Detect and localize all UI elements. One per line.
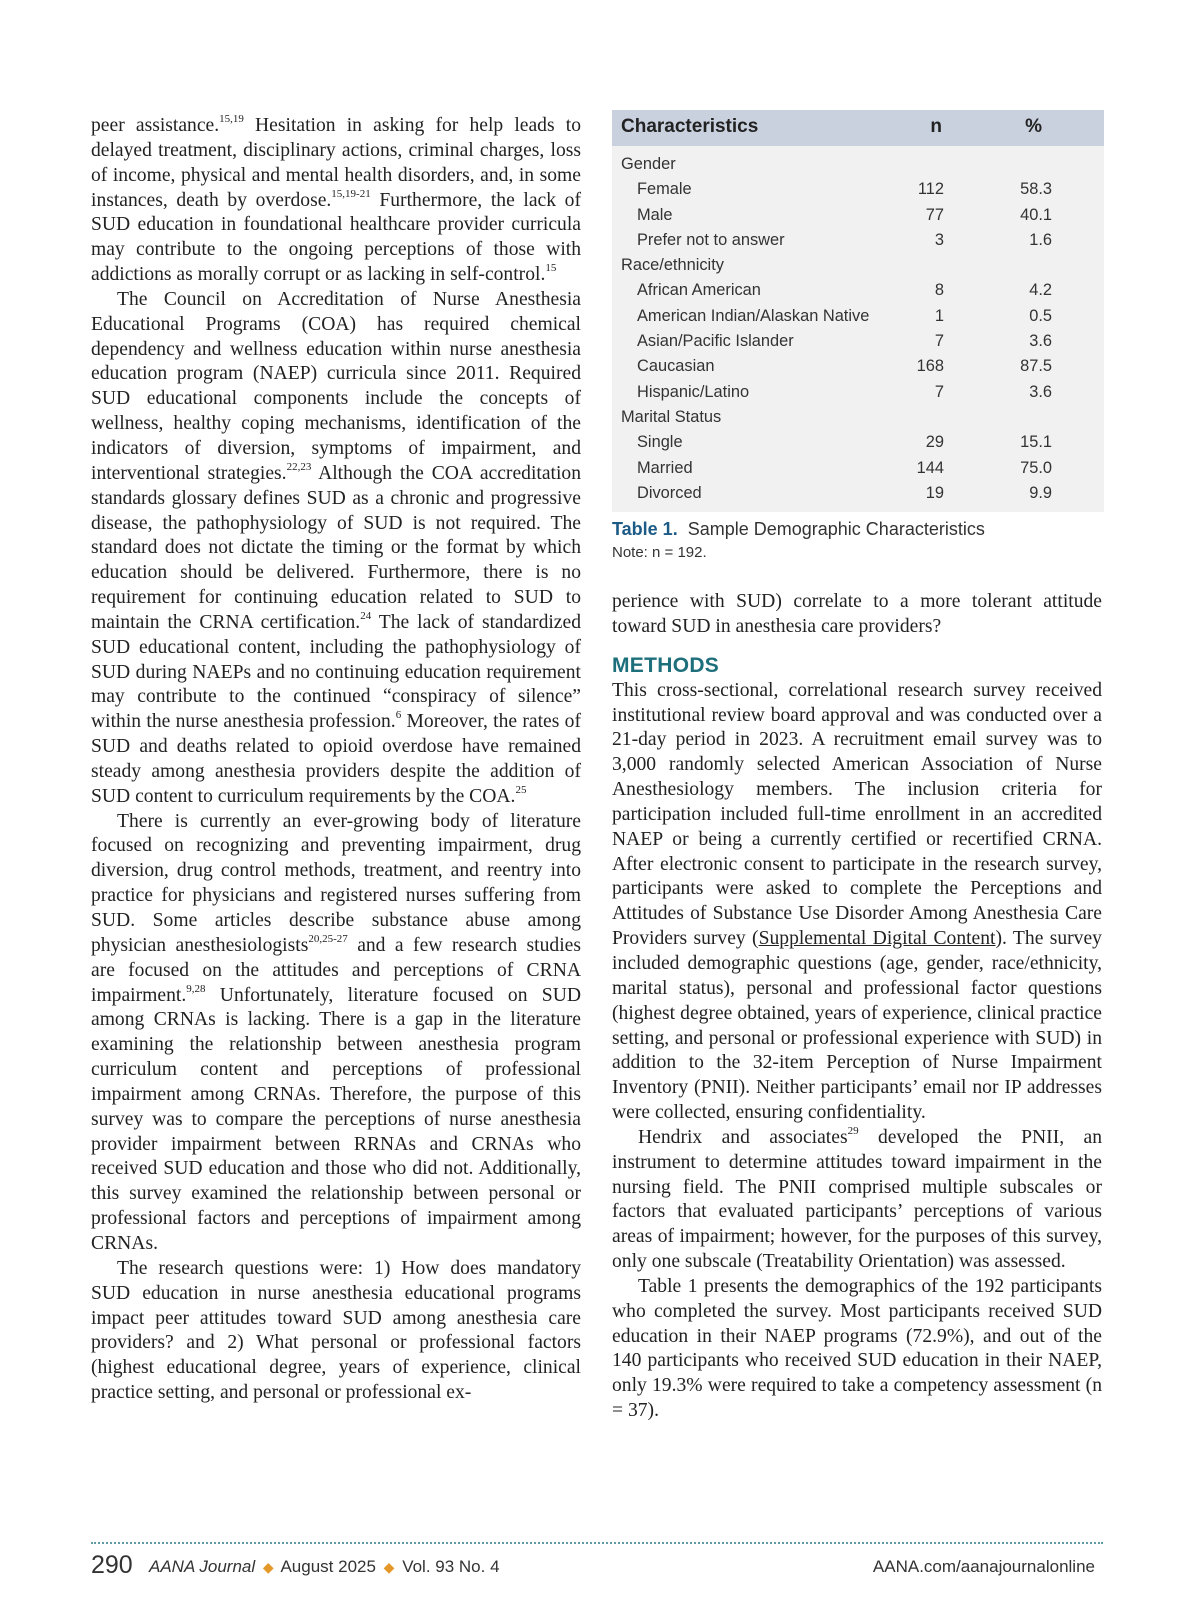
table-row: Female 112 58.3 <box>637 180 1052 199</box>
volume: Vol. 93 No. 4 <box>402 1557 500 1576</box>
journal-url[interactable]: AANA.com/aanajournalonline <box>872 1557 1095 1576</box>
table-group-title: Race/ethnicity <box>621 256 724 275</box>
paragraph: peer assistance.$^{15,19}$ Hesitation in asking for help leads to delayed treatment, disciplinary actions, criminal charges, loss of income, physical and mental health disorders, and, in some instances, death by overdose.$^{15,19-21}$ Furthermore, the lack of SUD education in foundational healthcare provider curricula may contribute to the ongoing perceptions of those with addictions as morally corrupt or as lacking in self-control.$^{15}$ <box>91 113 581 286</box>
table-row: American Indian/Alaskan Native 1 0.5 <box>637 306 1052 325</box>
table-row: Male 77 40.1 <box>637 205 1052 224</box>
issue-date: August 2025 <box>280 1557 376 1576</box>
caption-text: Sample Demographic Characteristics <box>687 519 985 539</box>
table-header <box>612 110 1104 146</box>
diamond-icon: ◆ <box>383 1559 395 1575</box>
supplemental-content-link[interactable]: Supplemental Digital Content <box>758 928 996 950</box>
citation: 20,25-27 <box>308 932 348 945</box>
methods-heading: METHODS <box>612 653 720 677</box>
demographics-table <box>612 110 1104 512</box>
diamond-icon: ◆ <box>262 1559 274 1575</box>
journal-name: AANA Journal <box>149 1557 256 1576</box>
table-row: Divorced 19 9.9 <box>637 483 1052 502</box>
citation: 22,23 <box>286 460 312 473</box>
citation: 15,19-21 <box>331 187 371 200</box>
header-n: n <box>930 116 942 137</box>
citation: 29 <box>847 1124 859 1137</box>
paragraph: perience with SUD) correlate to a more tolerant attitude toward SUD in anesthesia care providers? <box>612 591 1102 637</box>
paragraph: The Council on Accreditation of Nurse Anesthesia Educational Programs (COA) has required chemical dependency and wellness education within nurse anesthesia education program (NAEP) curricula since 2011. Required SUD educational components include the concepts of wellness, healthy coping mechanisms, identification of the indicators of diversion, symptoms of impairment, and interventional strategies.$^{22,23}$ Although the COA accreditation standards glossary defines SUD as a chronic and progressive disease, the pathophysiology of SUD is not required. The standard does not dictate the timing or the format by which education should be delivered. Furthermore, there is no requirement for continuing education related to SUD to maintain the CRNA certification.$^{24}$ The lack of standardized SUD educational content, including the pathophysiology of SUD during NAEPs and no continuing education requirement may contribute to the continued “conspiracy of silence” within the nurse anesthesia profession.$^6$ Moreover, the rates of SUD and deaths related to opioid overdose have remained steady among anesthesia providers despite the addition of SUD content to curriculum requirements by the COA.$^{25}$ <box>91 288 582 807</box>
footer-divider <box>91 1542 1103 1544</box>
table-row: Caucasian 168 87.5 <box>637 357 1052 376</box>
paragraph: There is currently an ever-growing body of literature focused on recognizing and preventing impairment, drug diversion, drug control methods, treatment, and reentry into practice for physicians and registered nurses suffering from SUD. Some articles describe substance abuse among physician anesthesiologists$^{20,25-27}$ and a few research studies are focused on the attitudes and perceptions of CRNA impairment.$^{9,28}$ Unfortunately, literature focused on SUD among CRNAs is lacking. There is a gap in the literature examining the relationship between anesthesia program curriculum content and perceptions of professional impairment among CRNAs. Therefore, the purpose of this survey was to compare the perceptions of nurse anesthesia provider impairment between RRNAs and CRNAs who received SUD education and those who did not. Additionally, this survey examined the relationship between personal or professional factors and perceptions of impairment among CRNAs. <box>91 810 581 1254</box>
journal-info <box>149 1557 500 1577</box>
table-group-title: Marital Status <box>621 407 722 426</box>
caption-label: Table 1. <box>612 519 678 539</box>
citation: 9,28 <box>186 982 206 995</box>
paragraph: This cross-sectional, correlational research survey received institutional review board approval and was conducted over a 21-day period in 2023. A recruitment email survey was to 3,000 randomly selected American Association of Nurse Anesthesiology members. The inclusion criteria for participation included full-time enrollment in an accredited NAEP or being a currently certified or recertified CRNA. After electronic consent to participate in the research survey, participants were asked to complete the Perceptions and Attitudes of Substance Use Disorder Among Anesthesia Care Providers survey (Supplemental Digital Content). The survey included demographic questions (age, gender, race/ethnicity, marital status), personal and professional factor questions (highest degree obtained, years of experience, clinical practice setting, and personal or professional experience with SUD) in addition to the 32-item Perception of Nurse Impairment Inventory (PNII). Neither participants’ email nor IP addresses were collected, ensuring confidentiality. <box>612 679 1102 1124</box>
table-row: Single 29 15.1 <box>637 433 1052 452</box>
citation: 15,19 <box>219 113 244 125</box>
right-column <box>612 590 1102 1424</box>
table-group-title: Gender <box>621 155 676 173</box>
header-percent: % <box>1025 116 1042 137</box>
paragraph: Table 1 presents the demographics of the 192 participants who completed the survey. Most participants received SUD education in their NAEP programs (72.9%), and out of the 140 participants who received SUD education in their NAEP, only 19.3% were required to take a competency assessment (n = 37). <box>612 1275 1102 1422</box>
citation: 6 <box>395 709 402 722</box>
table-row: Married 144 75.0 <box>637 458 1052 477</box>
table-note: Note: n = 192. <box>612 544 707 561</box>
citation: 24 <box>360 609 372 622</box>
table-caption <box>612 517 1104 564</box>
paragraph: The research questions were: 1) How does mandatory SUD education in nurse anesthesia educational programs impact peer attitudes toward SUD among anesthesia care providers? and 2) What personal or professional factors (highest educational degree, years of experience, clinical practice setting, and personal or professional ex- <box>91 1257 581 1404</box>
left-column <box>91 114 581 1406</box>
page-footer <box>91 1551 1103 1581</box>
page-number: 290 <box>91 1551 133 1579</box>
citation: 15 <box>545 262 557 275</box>
table-row: Asian/Pacific Islander 7 3.6 <box>637 332 1052 351</box>
paragraph: Hendrix and associates$^{29}$ developed the PNII, an instrument to determine attitudes toward impairment in the nursing field. The PNII comprised multiple subscales or factors that evaluated participants’ perceptions of various areas of impairment; however, for the purposes of this survey, only one subscale (Treatability Orientation) was assessed. <box>612 1124 1102 1273</box>
table-row: African American 8 4.2 <box>637 281 1052 300</box>
table-row: Prefer not to answer 3 1.6 <box>637 230 1052 249</box>
header-characteristics: Characteristics <box>621 116 759 137</box>
table-row: Hispanic/Latino 7 3.6 <box>637 382 1052 401</box>
citation: 25 <box>515 783 527 796</box>
